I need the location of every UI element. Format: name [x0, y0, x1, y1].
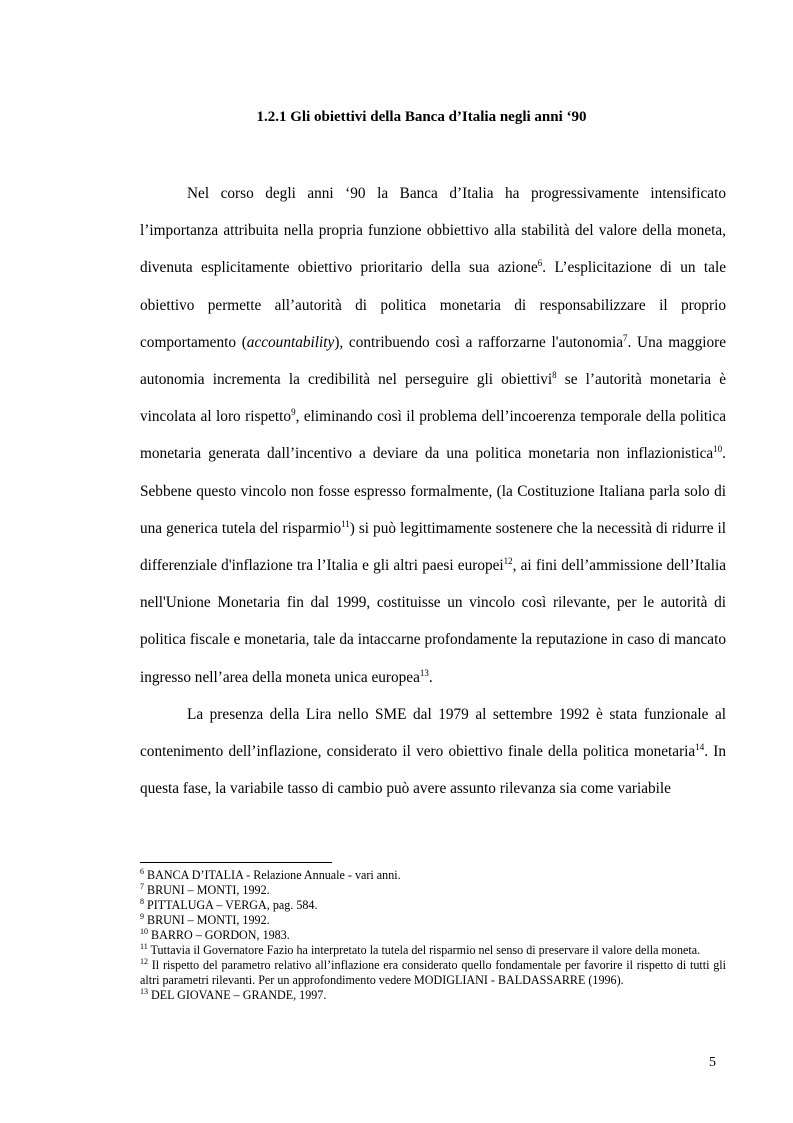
footnote-8	[140, 898, 726, 913]
footnote-ref-13[interactable]: 13	[419, 667, 429, 678]
footnote-text: BARRO – GORDON, 1983.	[148, 928, 290, 942]
footnote-text: DEL GIOVANE – GRANDE, 1997.	[148, 988, 327, 1002]
footnote-number: 11	[140, 942, 148, 951]
footnote-number: 10	[140, 927, 148, 936]
text-segment: se l’autorità monetaria è vincolata al loro rispetto	[140, 371, 726, 426]
text-segment: , eliminando così il problema dell’incoerenza temporale della politica monetaria generata dall’incentivo a deviare da una politica monetaria non inflazionistica	[140, 408, 726, 463]
footnote-ref-9[interactable]: 9	[291, 407, 296, 418]
text-segment: Nel corso degli anni ‘90 la Banca d’Italia ha progressivamente intensificato l’importanza attribuita nella propria funzione obbiettivo alla stabilità del valore della moneta, divenuta esplicitamente obiettivo prioritario della sua azione	[140, 185, 726, 277]
footnote-number: 12	[140, 957, 148, 966]
footnote-ref-7[interactable]: 7	[623, 332, 628, 343]
italic-term: accountability	[246, 333, 335, 351]
section-heading: 1.2.1 Gli obiettivi della Banca d’Italia negli anni ‘90	[256, 109, 587, 125]
footnote-11	[140, 943, 726, 958]
footnote-number: 7	[140, 882, 144, 891]
footnote-ref-6[interactable]: 6	[537, 258, 543, 269]
footnote-number: 8	[140, 897, 144, 906]
footnote-separator	[140, 862, 332, 863]
footnote-text: BRUNI – MONTI, 1992.	[144, 883, 270, 897]
text-segment: . Sebbene questo vincolo non fosse espresso formalmente, (la Costituzione Italiana parla solo di una generica tutela del risparmio	[140, 445, 726, 537]
text-segment: . Una maggiore autonomia incrementa la credibilità nel perseguire gli obiettivi	[140, 333, 726, 389]
footnote-text: BANCA D’ITALIA - Relazione Annuale - vari anni.	[144, 868, 401, 882]
footnote-13	[140, 988, 726, 1003]
footnote-9	[140, 913, 726, 928]
footnotes	[140, 868, 726, 1003]
footnote-12	[140, 958, 726, 988]
page-number: 5	[709, 1055, 716, 1070]
footnote-ref-10[interactable]: 10	[713, 444, 723, 455]
footnote-ref-12[interactable]: 12	[503, 556, 513, 567]
footnote-number: 13	[140, 987, 148, 996]
footnote-10	[140, 928, 726, 943]
text-segment: . L’esplicitazione di un tale obiettivo permette all’autorità di politica monetaria di responsabilizzare il proprio comportamento (	[140, 259, 726, 351]
footnote-number: 9	[140, 912, 144, 921]
footnote-6	[140, 868, 726, 883]
footnote-7	[140, 883, 726, 898]
text-segment: .	[428, 668, 433, 686]
text-segment: , ai fini dell’ammissione dell’Italia nell'Unione Monetaria fin dal 1999, costituisse un vincolo così rilevante, per le autorità di politica fiscale e monetaria, tale da intaccarne profondamente la reputazione in caso di mancato ingresso nell’area della moneta unica europea	[140, 557, 726, 686]
text-segment: ) si può legittimamente sostenere che la necessità di ridurre il differenziale d'inflazione tra l’Italia e gli altri paesi europei	[140, 519, 726, 575]
footnote-ref-14[interactable]: 14	[695, 742, 705, 753]
footnote-text: PITTALUGA – VERGA, pag. 584.	[144, 898, 318, 912]
text-segment: La presenza della Lira nello SME dal 1979 al settembre 1992 è stata funzionale al contenimento dell’inflazione, considerato il vero obiettivo finale della politica monetaria	[140, 705, 726, 761]
body-text	[140, 175, 726, 807]
footnote-ref-11[interactable]: 11	[341, 518, 350, 529]
footnote-text: Tuttavia il Governatore Fazio ha interpretato la tutela del risparmio nel senso di preservare il valore della moneta.	[147, 943, 701, 957]
paragraph-1	[140, 175, 726, 696]
footnote-text: BRUNI – MONTI, 1992.	[144, 913, 270, 927]
footnote-number: 6	[140, 867, 144, 876]
paragraph-2	[140, 696, 726, 808]
text-segment: . In questa fase, la variabile tasso di cambio può avere assunto rilevanza sia come variabile	[140, 743, 726, 798]
text-segment: ), contribuendo così a rafforzarne l'autonomia	[334, 333, 624, 351]
footnote-text: Il rispetto del parametro relativo all’inflazione era considerato quello fondamentale per favorire il rispetto di tutti gli altri parametri rilevanti. Per un approfondimento vedere MODIGLIANI - BALDASSARRE (1996).	[140, 958, 726, 987]
footnote-ref-8[interactable]: 8	[552, 370, 557, 381]
